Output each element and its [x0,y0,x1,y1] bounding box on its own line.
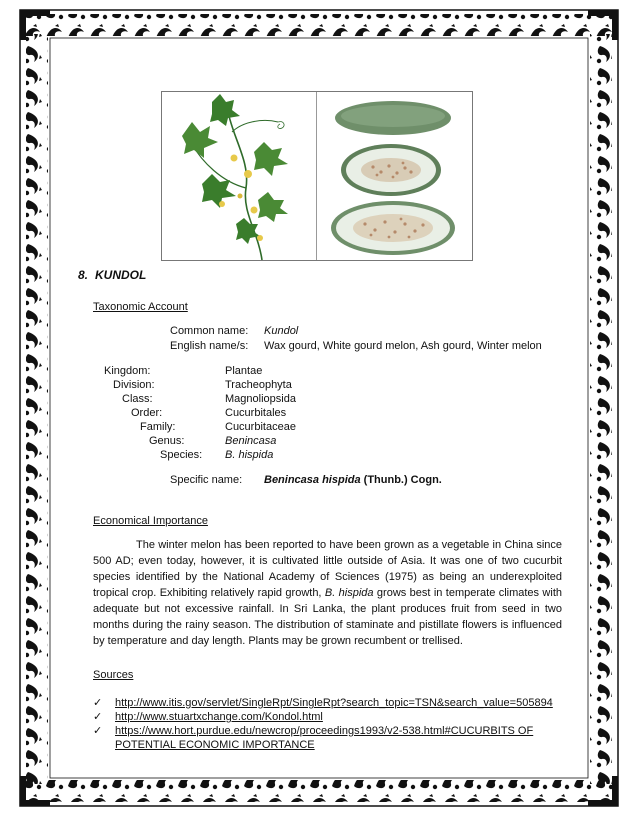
checkmark-icon: ✓ [93,697,103,709]
rank-value-division: Tracheophyta [225,379,292,391]
rank-label-genus: Genus: [149,435,185,447]
source-link-stuartxchange[interactable]: http://www.stuartxchange.com/Kondol.html [115,711,323,723]
checkmark-icon: ✓ [93,725,103,737]
checkmark-icon: ✓ [93,711,103,723]
rank-label-family: Family: [140,421,176,433]
rank-value-order: Cucurbitales [225,407,287,419]
section-heading [78,268,146,282]
economical-paragraph [93,537,562,649]
source-link-purdue[interactable]: https://www.hort.purdue.edu/newcrop/proceedings1993/v2-538.html#CUCURBITS OF POTENTIAL ECONOMIC IMPORTANCE [115,725,534,751]
english-name-label: English name/s: [170,340,249,352]
rank-value-genus: Benincasa [225,435,277,447]
plant-figure [161,91,473,261]
paragraph-part-2: grows best in temperate climates with adequate but not excessive rainfall. In Sri Lanka, the plant produces fruit from seed in two months during the rainy season. The distribution of staminate and pistillate flowers is influenced by temperature and day length. Plants may be grown recumbent or trellised. [93,587,562,647]
winter-melon-photo [317,92,472,260]
economical-importance-title: Economical Importance [93,515,208,527]
specific-name-authority: (Thunb.) Cogn. [360,474,442,486]
common-name-label: Common name: [170,325,249,337]
rank-label-species: Species: [160,449,203,461]
source-item [93,696,563,710]
rank-value-class: Magnoliopsida [225,393,296,405]
rank-label-kingdom: Kingdom: [104,365,151,377]
section-number: 8. [78,268,89,282]
rank-label-division: Division: [113,379,155,391]
rank-value-species: B. hispida [225,449,274,461]
source-item [93,710,563,724]
specific-name-label: Specific name: [170,474,243,486]
rank-value-kingdom: Plantae [225,365,263,377]
source-link-itis[interactable]: http://www.itis.gov/servlet/SingleRpt/SingleRpt?search_topic=TSN&search_value=505894 [115,697,553,709]
english-name-value: Wax gourd, White gourd melon, Ash gourd, Winter melon [264,340,542,352]
rank-label-class: Class: [122,393,153,405]
rank-value-family: Cucurbitaceae [225,421,296,433]
paragraph-part-1: The winter melon has been reported to have been grown as a vegetable in China since 500 AD; even today, however, it is cultivated little outside of Asia. It was one of two cucurbit species identified by the National Academy of Sciences (1975) as being an underexploited tropical crop. Exhibiting relatively rapid growth, [93,539,562,599]
common-name-value: Kundol [264,325,299,337]
vine-illustration [162,92,317,260]
source-item [93,724,563,752]
taxonomic-account-title: Taxonomic Account [93,301,188,313]
section-title: KUNDOL [95,268,147,282]
specific-name-italic: Benincasa hispida [264,474,361,486]
rank-label-order: Order: [131,407,163,419]
specific-name-value [264,473,442,487]
paragraph-species: B. hispida [324,587,374,599]
sources-title: Sources [93,669,134,681]
